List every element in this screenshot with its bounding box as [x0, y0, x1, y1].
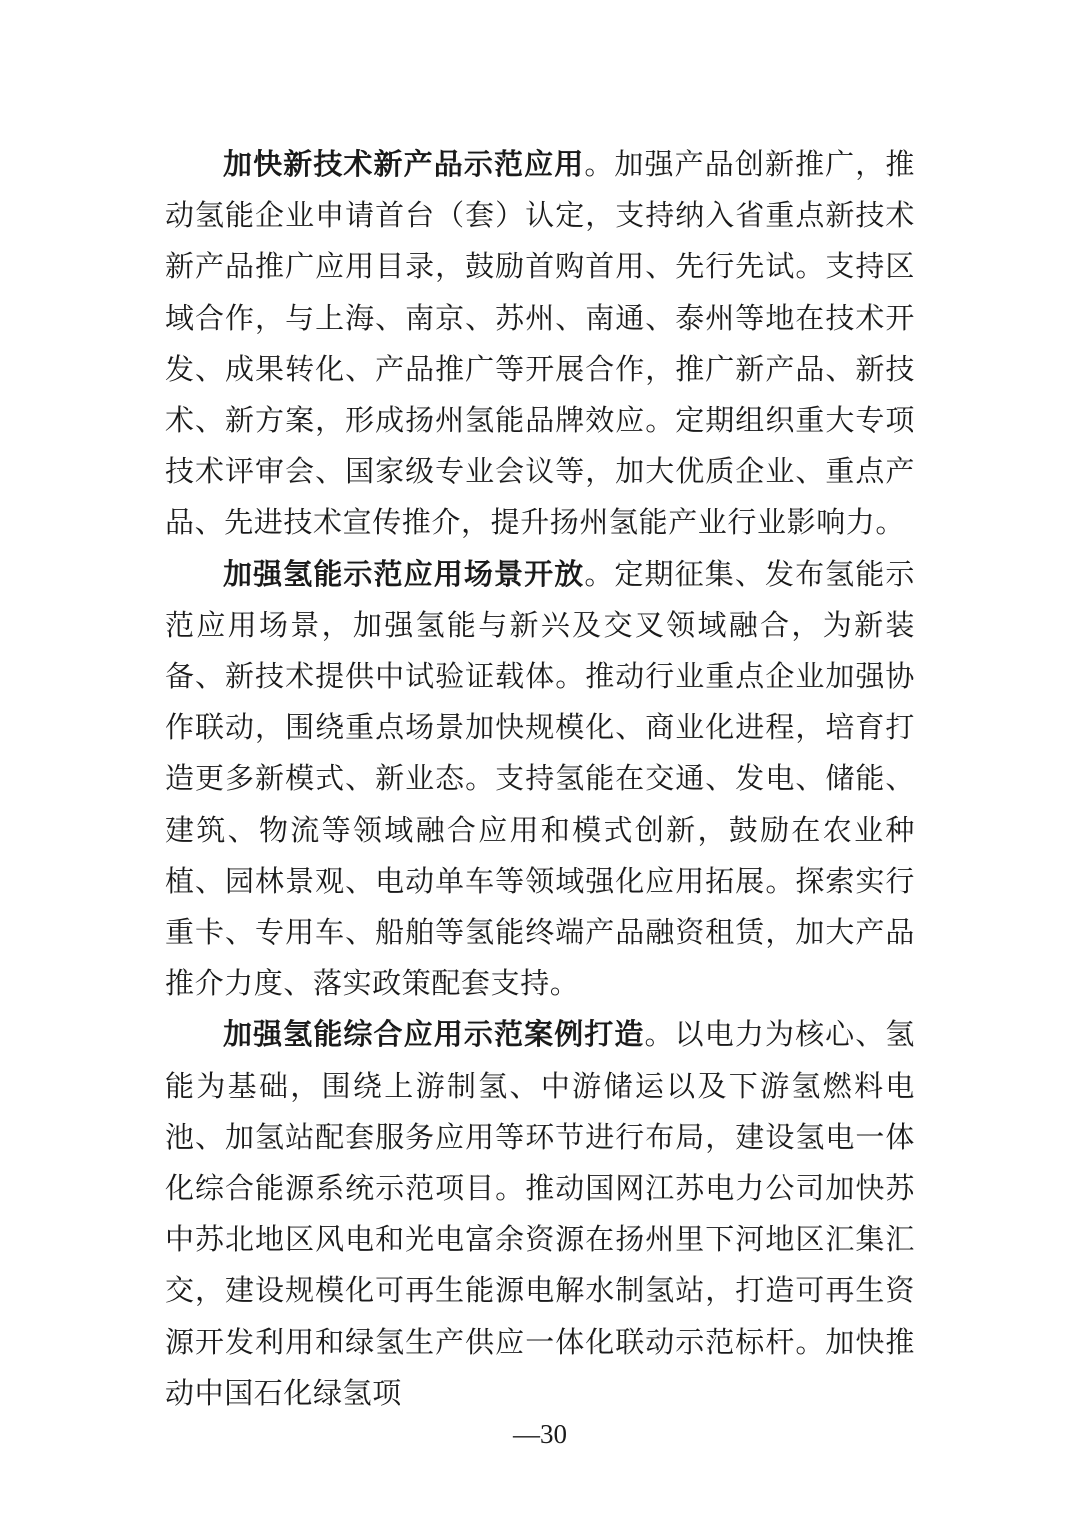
- page-number: —30: [513, 1419, 567, 1449]
- paragraph-3-heading: 加强氢能综合应用示范案例打造: [223, 1017, 645, 1052]
- paragraph-3-body: 。以电力为核心、氢能为基础，围绕上游制氢、中游储运以及下游氢燃料电池、加氢站配套服务应用等环节进行布局，建设氢电一体化综合能源系统示范项目。推动国网江苏电力公司加快苏中苏北地区风电和光电富余资源在扬州里下河地区汇集汇交，建设规模化可再生能源电解水制氢站，打造可再生资源开发利用和绿氢生产供应一体化联动示范标杆。加快推动中国石化绿氢项: [165, 1017, 915, 1410]
- body-text: [165, 139, 915, 1419]
- paragraph-1-heading: 加快新技术新产品示范应用: [223, 147, 585, 181]
- paragraph-2-body: 。定期征集、发布氢能示范应用场景，加强氢能与新兴及交叉领域融合，为新装备、新技术提供中试验证载体。推动行业重点企业加强协作联动，围绕重点场景加快规模化、商业化进程，培育打造更多新模式、新业态。支持氢能在交通、发电、储能、建筑、物流等领域融合应用和模式创新，鼓励在农业种植、园林景观、电动单车等领域强化应用拓展。探索实行重卡、专用车、船舶等氢能终端产品融资租赁，加大产品推介力度、落实政策配套支持。: [165, 556, 915, 1001]
- paragraph-2: [165, 549, 915, 1010]
- paragraph-2-heading: 加强氢能示范应用场景开放: [223, 556, 585, 591]
- paragraph-1: [165, 139, 915, 549]
- paragraph-3: [165, 1009, 915, 1419]
- paragraph-1-body: 。加强产品创新推广，推动氢能企业申请首台（套）认定，支持纳入省重点新技术新产品推广应用目录，鼓励首购首用、先行先试。支持区域合作，与上海、南京、苏州、南通、泰州等地在技术开发、成果转化、产品推广等开展合作，推广新产品、新技术、新方案，形成扬州氢能品牌效应。定期组织重大专项技术评审会、国家级专业会议等，加大优质企业、重点产品、先进技术宣传推介，提升扬州氢能产业行业影响力。: [165, 147, 915, 540]
